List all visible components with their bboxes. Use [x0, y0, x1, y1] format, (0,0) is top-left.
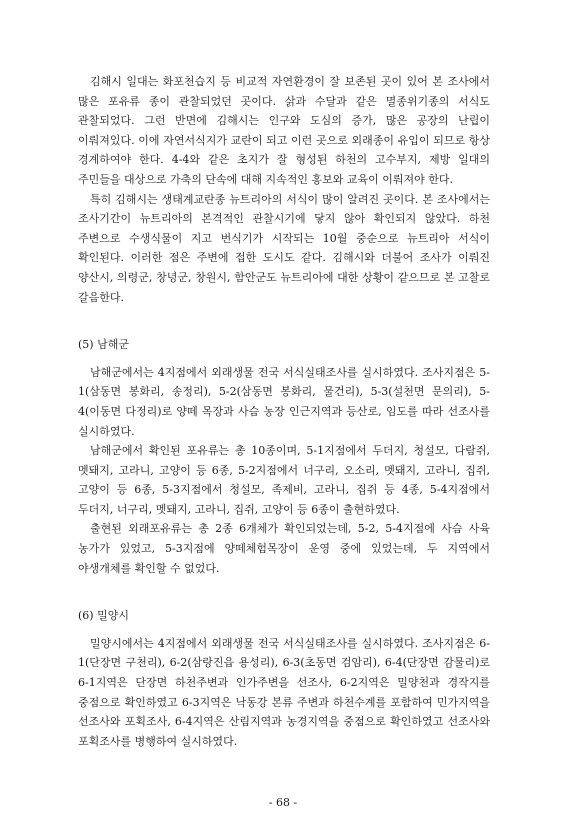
section-miryang — [78, 634, 490, 752]
section-heading-namhae: (5) 남해군 — [78, 338, 129, 352]
section-namhae — [78, 363, 490, 579]
paragraph-gimhae-environment: 김해시 일대는 화포천습지 등 비교적 자연환경이 잘 보존된 곳이 있어 본 조사에서 많은 포유류 종이 관찰되었던 곳이다. 삵과 수달과 같은 멸종위기종의 서식도 관찰되었다. 그런 반면에 김해시는 인구와 도심의 증가, 많은 공장의 난립이 이뤄져있다. 이에 자연서식지가 교란이 되고 이런 곳으로 외래종이 유입이 되므로 항상 경계하여야 한다. 4-4와 같은 초지가 잘 형성된 하천의 고수부지, 제방 일대의 주민들을 대상으로 가축의 단속에 대해 지속적인 홍보와 교육이 이뤄져야 한다. — [78, 75, 490, 186]
section-heading-miryang: (6) 밀양시 — [78, 609, 129, 623]
paragraph-gimhae-nutria: 특히 김해시는 생태계교란종 뉴트리아의 서식이 많이 알려진 곳이다. 본 조사에서는 조사기간이 뉴트리아의 본격적인 관찰시기에 닿지 않아 확인되지 않았다. 하천 주변으로 수생식물이 지고 번식기가 시작되는 10월 중순으로 뉴트리아 서식이 확인된다. 이러한 점은 주변에 접한 도시도 같다. 김해시와 더불어 조사가 이뤄진 양산시, 의령군, 창녕군, 창원시, 함안군도 뉴트리아에 대한 상황이 같으므로 본 고찰로 갈음한다. — [78, 192, 490, 304]
document-body — [78, 72, 490, 751]
paragraph-namhae-survey-sites: 남해군에서는 4지점에서 외래생물 전국 서식실태조사를 실시하였다. 조사지점은 5-1(삼동면 봉화리, 송정리), 5-2(삼동면 봉화리, 물건리), 5-3(설천면 문의리), 5-4(이동면 다정리)로 양떼 목장과 사슴 농장 인근지역과 등산로, 임도를 따라 선조사를 실시하였다. — [78, 365, 490, 438]
paragraph-namhae-mammals: 남해군에서 확인된 포유류는 총 10종이며, 5-1지점에서 두더지, 청설모, 다람쥐, 멧돼지, 고라니, 고양이 등 6종, 5-2지점에서 너구리, 오소리, 멧돼지, 고라니, 집쥐, 고양이 등 6종, 5-3지점에서 청설모, 족제비, 고라니, 집쥐 등 4종, 5-4지점에서 두더지, 너구리, 멧돼지, 고라니, 집쥐, 고양이 등 6종이 출현하였다. — [78, 444, 490, 516]
page-number: - 68 - — [268, 796, 298, 809]
paragraph-namhae-alien-mammals: 출현된 외래포유류는 총 2종 6개체가 확인되었는데, 5-2, 5-4지점에 사슴 사육 농가가 있었고, 5-3지점에 양떼체험목장이 운영 중에 있었는데, 두 지역에서 야생개체를 확인할 수 없었다. — [78, 522, 490, 575]
paragraph-miryang-survey-sites: 밀양시에서는 4지점에서 외래생물 전국 서식실태조사를 실시하였다. 조사지점은 6-1(단장면 구천리), 6-2(삼랑진읍 용성리), 6-3(초동면 검암리), 6-4(단장면 감물리)로 6-1지역은 단장면 하천주변과 인가주변을 선조사, 6-2지역은 밀양천과 경작지를 중점으로 확인하였고 6-3지역은 낙동강 본류 주변과 하천수계를 포함하여 민가지역을 선조사와 포획조사, 6-4지역은 산림지역과 농경지역을 중점으로 확인하였고 선조사와 포획조사를 병행하여 실시하였다. — [78, 636, 490, 748]
